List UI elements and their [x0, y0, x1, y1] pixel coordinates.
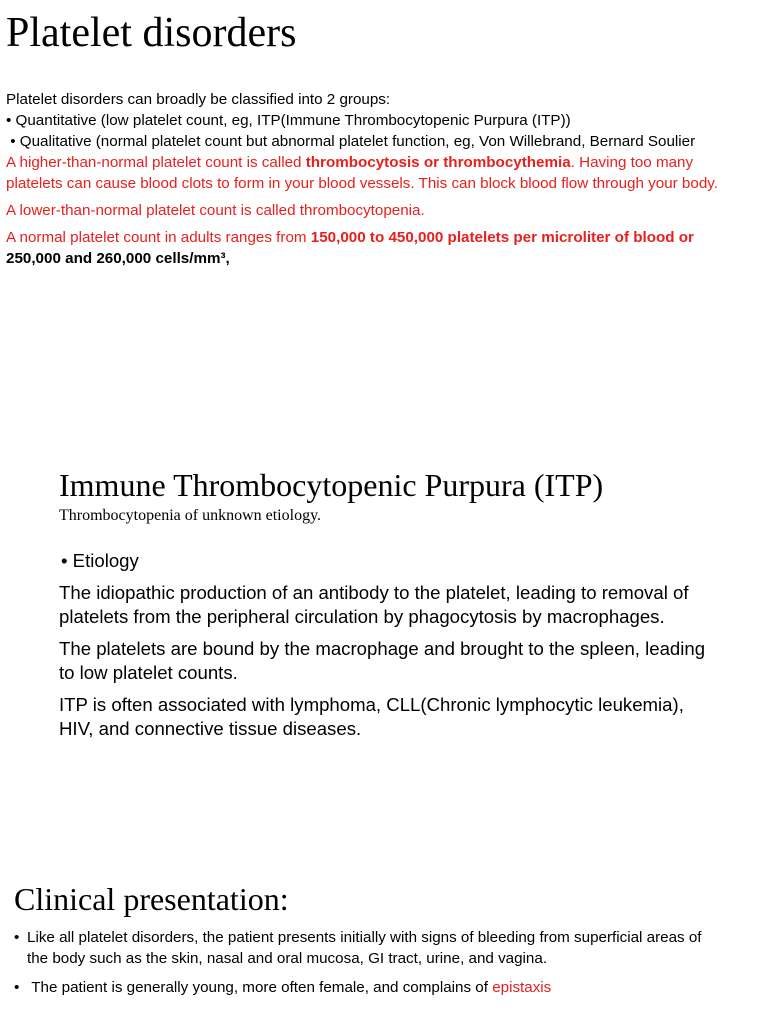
slide-clinical-presentation	[0, 875, 768, 1024]
itp-paragraph-2: The platelets are bound by the macrophage and brought to the spleen, leading to low platelet counts.	[59, 638, 706, 683]
clinical-body	[14, 927, 714, 1006]
clinical-item-1: Like all platelet disorders, the patient presents initially with signs of bleeding from superficial areas of the body such as the skin, nasal and oral mucosa, GI tract, urine, and vagina.	[27, 929, 702, 967]
thrombocytosis-paragraph	[6, 152, 746, 194]
normal-count-paragraph	[6, 227, 746, 269]
thrombocytosis-term: thrombocytosis or thrombocythemia	[305, 154, 571, 171]
thrombocytopenia-paragraph: A lower-than-normal platelet count is called thrombocytopenia.	[6, 202, 425, 219]
clinical-item-2-prefix: The patient is generally young, more often female, and complains of	[27, 979, 493, 996]
itp-title: Immune Thrombocytopenic Purpura (ITP)	[59, 467, 604, 503]
thrombocytosis-suffix: . Having too many platelets can cause blood clots to form in your blood vessels. This can block blood flow through your body.	[6, 154, 718, 192]
slide1-body	[6, 89, 746, 275]
intro-text: Platelet disorders can broadly be classified into 2 groups:	[6, 91, 391, 108]
list-item	[14, 977, 714, 998]
normal-count-prefix: A normal platelet count in adults ranges from	[6, 229, 311, 246]
clinical-title: Clinical presentation:	[14, 881, 289, 917]
etiology-bullet: • Etiology	[61, 550, 139, 571]
itp-body	[59, 549, 719, 749]
list-item	[14, 927, 714, 969]
thrombocytosis-prefix: A higher-than-normal platelet count is called	[6, 154, 306, 171]
normal-count-range: 150,000 to 450,000 platelets per microliter of blood or	[310, 229, 694, 246]
bullet-quantitative: • Quantitative (low platelet count, eg, ITP(Immune Thrombocytopenic Purpura (ITP))	[6, 112, 571, 129]
itp-paragraph-1: The idiopathic production of an antibody to the platelet, leading to removal of platelets from the peripheral circulation by phagocytosis by macrophages.	[59, 582, 689, 627]
slide-itp	[0, 450, 768, 790]
slide-platelet-disorders	[0, 0, 768, 384]
bullet-qualitative: • Qualitative (normal platelet count but abnormal platelet function, eg, Von Willebrand, Bernard Soulier	[6, 133, 696, 150]
page-title: Platelet disorders	[6, 10, 297, 56]
itp-subtitle: Thrombocytopenia of unknown etiology.	[59, 507, 322, 524]
itp-paragraph-3: ITP is often associated with lymphoma, CLL(Chronic lymphocytic leukemia), HIV, and connective tissue diseases.	[59, 694, 684, 739]
bullet-marker: •	[14, 929, 20, 946]
epistaxis-term: epistaxis	[492, 979, 552, 996]
bullet-marker: •	[14, 979, 20, 996]
normal-count-alt: 250,000 and 260,000 cells/mm³,	[6, 229, 699, 267]
